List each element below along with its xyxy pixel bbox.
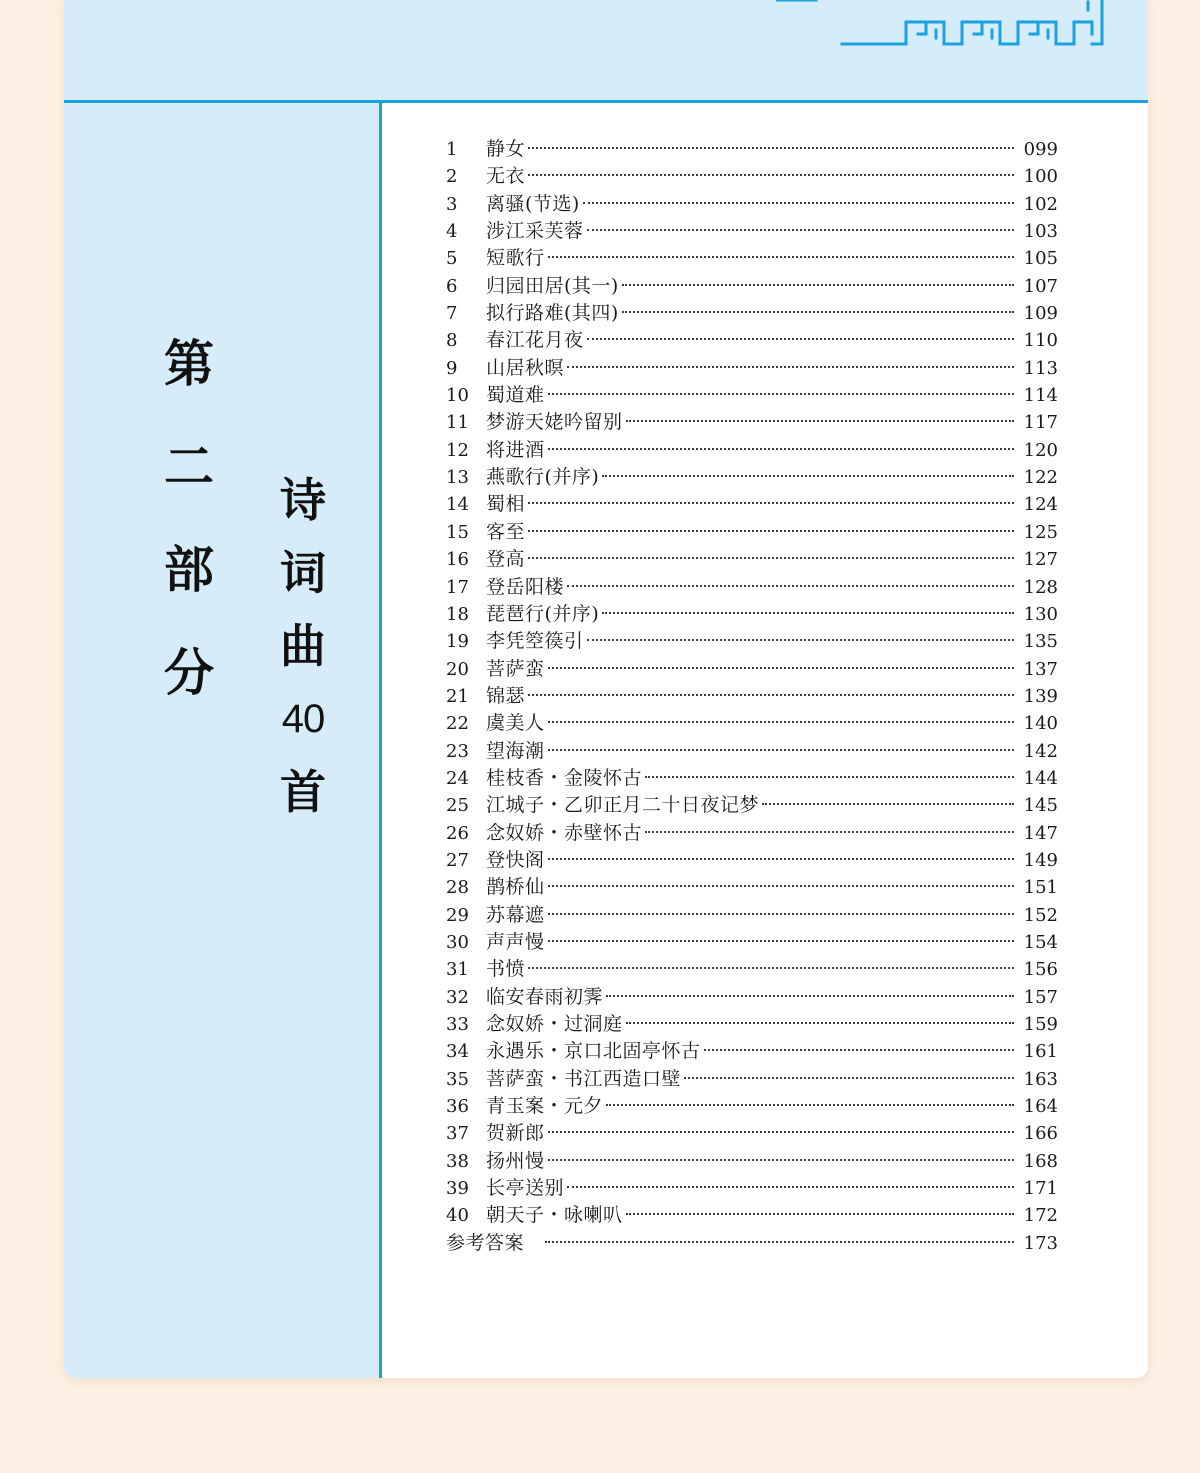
toc-entry-title: 望海潮 xyxy=(486,739,545,762)
toc-entry[interactable] xyxy=(446,245,1058,272)
toc-entry-number: 29 xyxy=(446,904,469,926)
toc-dot-leader xyxy=(567,366,1014,368)
toc-entry-page: 159 xyxy=(1023,1014,1058,1035)
toc-entry-page: 163 xyxy=(1023,1068,1058,1090)
toc-entry-title: 念奴娇・过洞庭 xyxy=(486,1013,623,1035)
toc-entry[interactable] xyxy=(446,382,1058,409)
toc-entry-title: 虞美人 xyxy=(486,712,545,735)
section-title-suffix: 首 xyxy=(280,765,326,819)
toc-entry-number: 6 xyxy=(446,275,458,297)
toc-entry[interactable] xyxy=(446,546,1058,573)
toc-entry-title: 声声慢 xyxy=(486,930,545,953)
toc-dot-leader xyxy=(528,502,1014,504)
toc-entry-number: 35 xyxy=(446,1068,469,1090)
toc-entry-number: 38 xyxy=(446,1150,469,1172)
toc-entry-number: 18 xyxy=(446,603,469,625)
toc-entry-number: 13 xyxy=(446,467,469,489)
toc-entry-page: 102 xyxy=(1023,193,1058,215)
toc-entry-number: 14 xyxy=(446,494,469,516)
part-title: 第二部分 xyxy=(164,334,214,702)
toc-entry-number: 27 xyxy=(446,849,469,871)
toc-entry-page: 164 xyxy=(1023,1096,1058,1118)
toc-entry-page: 145 xyxy=(1023,795,1058,817)
toc-dot-leader xyxy=(583,202,1014,204)
toc-dot-leader xyxy=(602,612,1014,614)
toc-entry-title: 静女 xyxy=(486,138,526,160)
toc-entry-page: 124 xyxy=(1023,494,1058,516)
toc-entry-title: 菩萨蛮・书江西造口壁 xyxy=(486,1067,682,1090)
toc-entry-page: 139 xyxy=(1023,685,1058,707)
toc-dot-leader xyxy=(528,694,1014,696)
toc-entry[interactable] xyxy=(446,929,1058,956)
toc-entry-number: 4 xyxy=(446,221,458,243)
toc-entry-page: 113 xyxy=(1023,357,1058,379)
toc-entry-number: 34 xyxy=(446,1041,469,1063)
toc-entry-page: 127 xyxy=(1023,549,1058,571)
toc-entry-number: 8 xyxy=(446,330,458,352)
toc-entry-title: 客至 xyxy=(486,520,526,543)
toc-dot-leader xyxy=(567,1186,1014,1188)
table-of-contents xyxy=(446,136,1058,1257)
toc-entry-page: 135 xyxy=(1023,631,1058,653)
toc-dot-leader xyxy=(548,749,1014,751)
toc-entry[interactable] xyxy=(446,984,1058,1011)
toc-entry[interactable] xyxy=(446,656,1058,683)
toc-entry-number: 9 xyxy=(446,357,458,379)
toc-entry-title: 苏幕遮 xyxy=(486,903,545,926)
toc-entry-page: 128 xyxy=(1023,576,1058,598)
toc-entry-page: 110 xyxy=(1023,330,1058,352)
toc-entry-title: 琵琶行(并序) xyxy=(486,602,600,625)
fret-border-ornament-icon xyxy=(776,0,1116,56)
toc-dot-leader xyxy=(645,776,1014,778)
toc-entry-page: 157 xyxy=(1023,986,1058,1008)
toc-entry[interactable] xyxy=(446,1066,1058,1093)
toc-entry[interactable] xyxy=(446,874,1058,901)
toc-entry-title: 鹊桥仙 xyxy=(486,876,545,899)
toc-entry-number: 3 xyxy=(446,193,458,215)
toc-entry-title: 朝天子・咏喇叭 xyxy=(486,1204,623,1227)
toc-entry-page: 172 xyxy=(1023,1205,1058,1227)
section-title-text: 诗词曲 xyxy=(280,473,326,673)
toc-entry-page: 103 xyxy=(1023,221,1058,243)
side-panel xyxy=(64,103,379,1378)
toc-entry-number: 39 xyxy=(446,1178,469,1200)
toc-dot-leader xyxy=(587,639,1014,641)
toc-entry-title: 离骚(节选) xyxy=(486,192,580,215)
toc-entry[interactable] xyxy=(446,1148,1058,1175)
toc-entry-title: 梦游天姥吟留别 xyxy=(486,411,623,434)
toc-dot-leader xyxy=(704,1049,1014,1051)
toc-entry-number: 22 xyxy=(446,713,469,735)
toc-entry-page: 171 xyxy=(1023,1178,1058,1200)
toc-entry-title: 将进酒 xyxy=(486,438,545,461)
toc-dot-leader xyxy=(548,721,1014,723)
toc-entry-title: 登快阁 xyxy=(486,848,545,871)
toc-entry[interactable] xyxy=(446,765,1058,792)
toc-entry-number: 32 xyxy=(446,986,469,1008)
toc-entry-title: 贺新郎 xyxy=(486,1122,545,1145)
toc-dot-leader xyxy=(587,229,1014,231)
toc-dot-leader xyxy=(626,1213,1014,1215)
toc-entry-page: 107 xyxy=(1023,275,1058,297)
toc-dot-leader xyxy=(587,338,1014,340)
toc-dot-leader xyxy=(548,858,1014,860)
toc-entry-number: 26 xyxy=(446,822,469,844)
toc-entry-number: 10 xyxy=(446,385,469,407)
toc-entry[interactable] xyxy=(446,710,1058,737)
toc-entry[interactable] xyxy=(446,163,1058,190)
toc-entry-page: 154 xyxy=(1023,931,1058,953)
toc-entry-title: 短歌行 xyxy=(486,247,545,270)
toc-dot-leader xyxy=(548,885,1014,887)
toc-entry-title: 无衣 xyxy=(486,165,526,188)
toc-dot-leader xyxy=(528,530,1014,532)
toc-entry[interactable] xyxy=(446,792,1058,819)
toc-entry-number: 33 xyxy=(446,1014,469,1035)
toc-entry[interactable] xyxy=(446,519,1058,546)
toc-entry-page: 156 xyxy=(1023,959,1058,981)
toc-dot-leader xyxy=(548,1131,1014,1133)
toc-entry-page: 105 xyxy=(1023,248,1058,270)
toc-entry-title: 永遇乐・京口北固亭怀古 xyxy=(486,1040,701,1063)
toc-dot-leader xyxy=(548,667,1014,669)
toc-entry-title: 长亭送别 xyxy=(486,1177,565,1200)
toc-dot-leader xyxy=(626,420,1014,422)
toc-entry-number: 36 xyxy=(446,1096,469,1118)
toc-entry-page: 137 xyxy=(1023,658,1058,680)
toc-entry-number: 30 xyxy=(446,931,469,953)
toc-entry[interactable] xyxy=(446,601,1058,628)
toc-entry-page: 142 xyxy=(1023,740,1058,762)
toc-entry-page: 130 xyxy=(1023,603,1058,625)
toc-dot-leader xyxy=(548,1159,1014,1161)
toc-dot-leader xyxy=(567,585,1014,587)
toc-entry-title: 山居秋暝 xyxy=(486,356,565,379)
toc-entry-number: 20 xyxy=(446,658,469,680)
toc-entry-number: 31 xyxy=(446,959,469,981)
toc-entry-number: 24 xyxy=(446,767,469,789)
toc-entry-title: 蜀道难 xyxy=(486,384,545,407)
toc-dot-leader xyxy=(528,967,1014,969)
toc-entry-number: 12 xyxy=(446,439,469,461)
toc-dot-leader xyxy=(548,256,1014,258)
toc-dot-leader xyxy=(626,1022,1014,1024)
toc-entry-page: 161 xyxy=(1023,1041,1058,1063)
toc-entry-number: 28 xyxy=(446,877,469,899)
toc-dot-leader xyxy=(548,913,1014,915)
toc-entry-page: 122 xyxy=(1023,467,1058,489)
toc-entry[interactable] xyxy=(446,820,1058,847)
toc-entry-number: 23 xyxy=(446,740,469,762)
toc-entry[interactable] xyxy=(446,437,1058,464)
toc-entry-title: 涉江采芙蓉 xyxy=(486,220,584,243)
toc-entry-page: 109 xyxy=(1023,303,1058,325)
toc-entry-title: 李凭箜篌引 xyxy=(486,630,584,653)
toc-entry-page: 114 xyxy=(1023,385,1058,407)
toc-entry-number: 11 xyxy=(446,412,469,434)
toc-answers-entry[interactable] xyxy=(446,1230,1058,1257)
toc-entry[interactable] xyxy=(446,1038,1058,1065)
section-title xyxy=(276,464,330,829)
toc-entry[interactable] xyxy=(446,902,1058,929)
toc-entry[interactable] xyxy=(446,1175,1058,1202)
toc-dot-leader xyxy=(528,174,1014,176)
toc-entry[interactable] xyxy=(446,464,1058,491)
toc-entry-page: 125 xyxy=(1023,521,1058,543)
toc-entry-number: 2 xyxy=(446,166,458,188)
toc-entry[interactable] xyxy=(446,683,1058,710)
toc-dot-leader xyxy=(606,1104,1014,1106)
toc-entry[interactable] xyxy=(446,1202,1058,1229)
toc-page-card xyxy=(64,0,1148,1378)
toc-entry[interactable] xyxy=(446,847,1058,874)
toc-entry-title: 江城子・乙卯正月二十日夜记梦 xyxy=(486,794,760,817)
toc-entry-title: 登高 xyxy=(486,548,526,571)
toc-entry-title: 蜀相 xyxy=(486,493,526,516)
toc-dot-leader xyxy=(548,393,1014,395)
header-band xyxy=(64,0,1148,100)
toc-dot-leader xyxy=(622,311,1014,313)
toc-entry-title: 登岳阳楼 xyxy=(486,575,565,598)
toc-entry-title: 归园田居(其一) xyxy=(486,274,619,297)
toc-entry[interactable] xyxy=(446,1011,1058,1038)
toc-entry-page: 100 xyxy=(1023,166,1058,188)
toc-entry-number: 17 xyxy=(446,576,469,598)
toc-entry[interactable] xyxy=(446,628,1058,655)
toc-dot-leader xyxy=(545,1241,1014,1243)
toc-entry[interactable] xyxy=(446,273,1058,300)
toc-dot-leader xyxy=(548,940,1014,942)
toc-entry-number: 25 xyxy=(446,795,469,817)
toc-entry[interactable] xyxy=(446,136,1058,163)
toc-entry-title: 桂枝香・金陵怀古 xyxy=(486,766,643,789)
toc-entry-page: 117 xyxy=(1023,412,1058,434)
toc-entry-page: 168 xyxy=(1023,1150,1058,1172)
toc-entry-title: 春江花月夜 xyxy=(486,329,584,352)
toc-entry-page: 173 xyxy=(1023,1232,1058,1254)
toc-dot-leader xyxy=(684,1077,1014,1079)
toc-entry-number: 37 xyxy=(446,1123,469,1145)
toc-entry-page: 147 xyxy=(1023,822,1058,844)
toc-entry[interactable] xyxy=(446,574,1058,601)
toc-dot-leader xyxy=(762,803,1014,805)
toc-entry[interactable] xyxy=(446,409,1058,436)
toc-entry[interactable] xyxy=(446,327,1058,354)
toc-entry-number: 15 xyxy=(446,521,469,543)
toc-entry-page: 144 xyxy=(1023,767,1058,789)
toc-entry-title: 书愤 xyxy=(486,958,526,981)
toc-entry-page: 151 xyxy=(1023,877,1058,899)
toc-entry[interactable] xyxy=(446,218,1058,245)
toc-entry-page: 120 xyxy=(1023,439,1058,461)
toc-entry-number: 1 xyxy=(446,139,458,160)
toc-entry-number: 19 xyxy=(446,631,469,653)
toc-dot-leader xyxy=(645,831,1014,833)
toc-entry[interactable] xyxy=(446,355,1058,382)
toc-dot-leader xyxy=(548,448,1014,450)
toc-entry-page: 099 xyxy=(1023,139,1058,160)
toc-dot-leader xyxy=(528,557,1014,559)
toc-entry-title: 念奴娇・赤壁怀古 xyxy=(486,821,643,844)
toc-entry[interactable] xyxy=(446,491,1058,518)
toc-entry-title: 临安春雨初霁 xyxy=(486,985,604,1008)
toc-entry-page: 166 xyxy=(1023,1123,1058,1145)
toc-entry[interactable] xyxy=(446,191,1058,218)
toc-dot-leader xyxy=(602,475,1014,477)
toc-entry-title: 青玉案・元夕 xyxy=(486,1095,604,1118)
toc-entry[interactable] xyxy=(446,1093,1058,1120)
toc-entry-page: 149 xyxy=(1023,849,1058,871)
toc-entry[interactable] xyxy=(446,300,1058,327)
section-count: 40 xyxy=(281,697,325,741)
toc-dot-leader xyxy=(606,995,1014,997)
toc-entry-title: 燕歌行(并序) xyxy=(486,466,600,489)
toc-entry-number: 40 xyxy=(446,1205,469,1227)
toc-entry-title: 菩萨蛮 xyxy=(486,657,545,680)
toc-entry-title: 拟行路难(其四) xyxy=(486,302,619,325)
toc-dot-leader xyxy=(528,147,1014,149)
toc-entry-page: 152 xyxy=(1023,904,1058,926)
toc-answers-title: 参考答案 xyxy=(446,1231,525,1254)
toc-entry-title: 锦瑟 xyxy=(486,684,526,707)
toc-entry-number: 5 xyxy=(446,248,458,270)
toc-entry-number: 7 xyxy=(446,303,458,325)
toc-entry-title: 扬州慢 xyxy=(486,1149,545,1172)
toc-entry[interactable] xyxy=(446,738,1058,765)
toc-entry[interactable] xyxy=(446,1120,1058,1147)
toc-dot-leader xyxy=(622,284,1014,286)
toc-entry-page: 140 xyxy=(1023,713,1058,735)
toc-entry[interactable] xyxy=(446,956,1058,983)
toc-entry-number: 16 xyxy=(446,549,469,571)
toc-entry-number: 21 xyxy=(446,685,469,707)
